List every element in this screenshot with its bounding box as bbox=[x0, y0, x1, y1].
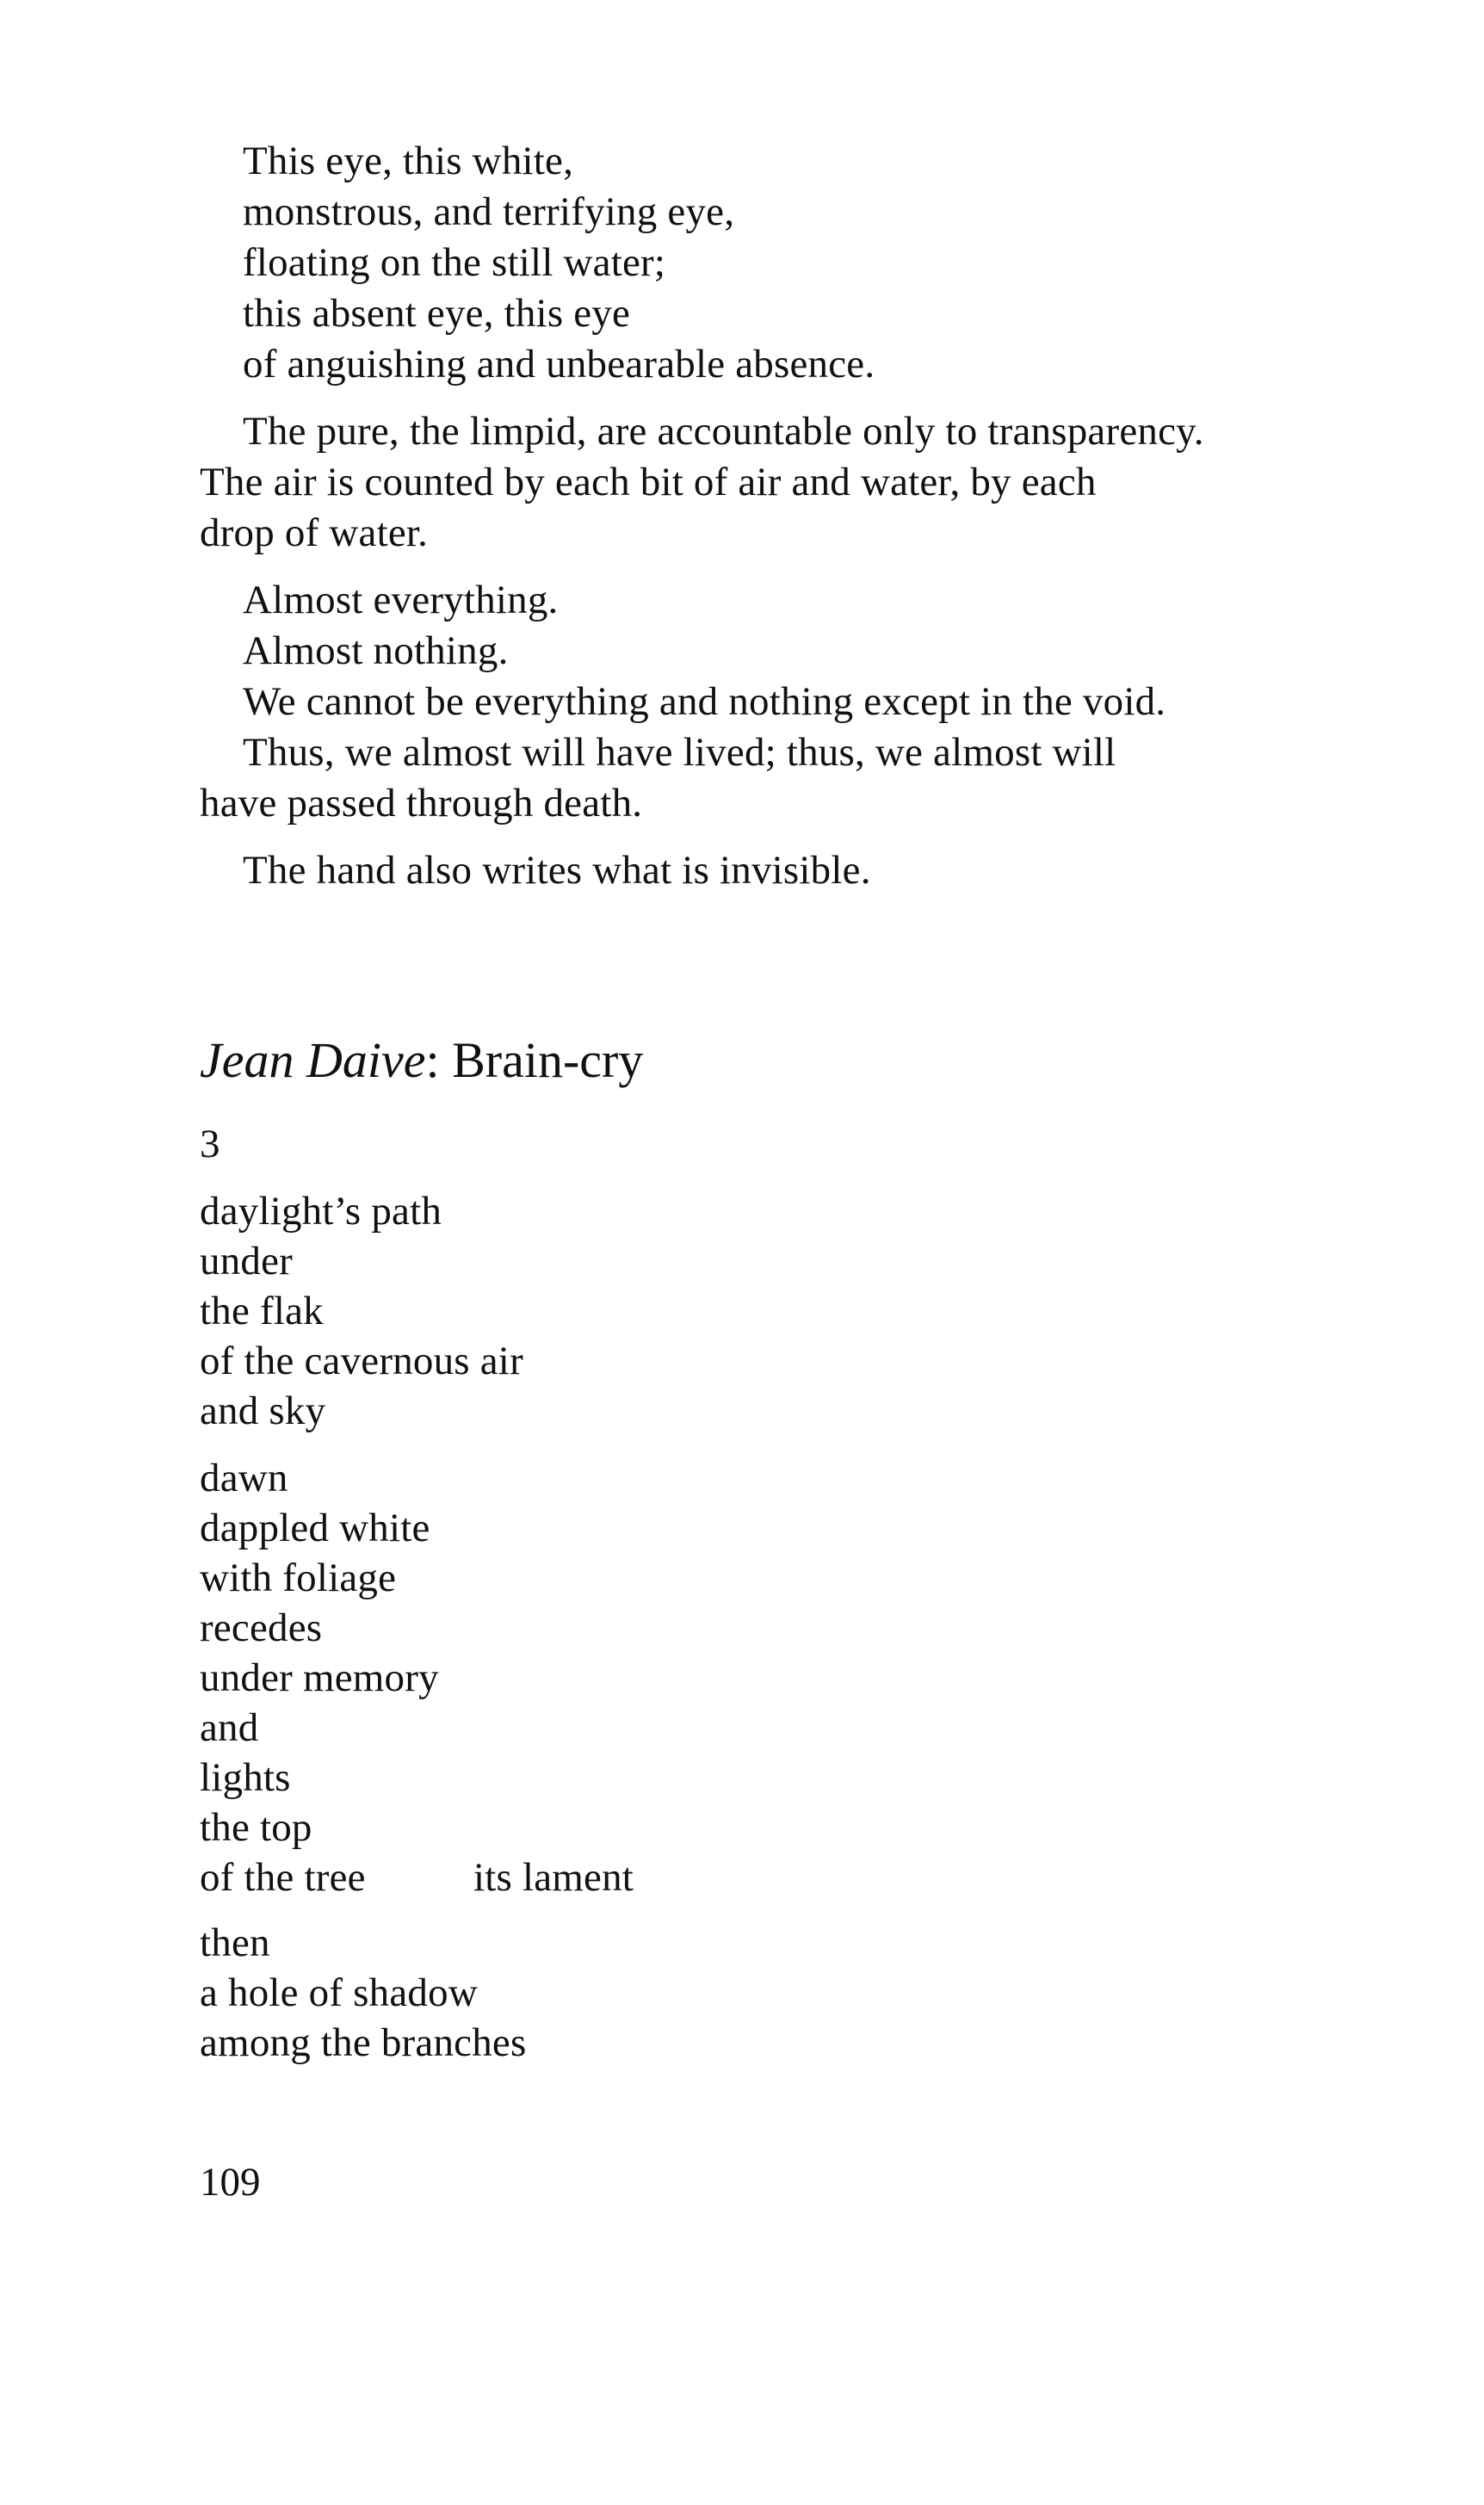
poem-number: 3 bbox=[200, 1122, 220, 1166]
section-title bbox=[200, 1030, 643, 1092]
poem-line: dawn bbox=[200, 1456, 288, 1500]
poem-line: Almost nothing. bbox=[243, 628, 509, 673]
poem-line: the flak bbox=[200, 1289, 324, 1333]
poem-line: We cannot be everything and nothing except in the void. bbox=[243, 679, 1166, 724]
prose-line: drop of water. bbox=[200, 510, 429, 555]
poem-line: dappled white bbox=[200, 1506, 430, 1550]
poem-line: Almost everything. bbox=[243, 578, 559, 622]
poem-title: Brain-cry bbox=[452, 1032, 644, 1088]
poem-line: lights bbox=[200, 1755, 291, 1800]
poem-line: monstrous, and terrifying eye, bbox=[243, 189, 735, 234]
poem-line: and sky bbox=[200, 1389, 326, 1433]
poem-line: the top bbox=[200, 1805, 312, 1850]
poem-line: of anguishing and unbearable absence. bbox=[243, 342, 875, 387]
poem-line-aside: its lament bbox=[473, 1855, 634, 1900]
prose-line: Thus, we almost will have lived; thus, we almost will bbox=[243, 730, 1116, 775]
poem-line: recedes bbox=[200, 1605, 323, 1650]
poem-line: of the tree bbox=[200, 1855, 366, 1900]
poem-line: floating on the still water; bbox=[243, 240, 666, 285]
poem-line: under memory bbox=[200, 1655, 439, 1700]
prose-line: The pure, the limpid, are accountable only to transparency. bbox=[243, 409, 1204, 454]
poem-line: a hole of shadow bbox=[200, 1970, 478, 2015]
poem-line: then bbox=[200, 1920, 270, 1965]
prose-line: The hand also writes what is invisible. bbox=[243, 848, 871, 893]
poem-line: with foliage bbox=[200, 1556, 397, 1600]
title-separator: : bbox=[425, 1032, 440, 1088]
prose-line: have passed through death. bbox=[200, 781, 643, 826]
poem-line: among the branches bbox=[200, 2020, 527, 2065]
poem-line: This eye, this white, bbox=[243, 139, 574, 183]
poem-line: under bbox=[200, 1239, 294, 1283]
author-name: Jean Daive bbox=[200, 1032, 426, 1088]
poem-line: and bbox=[200, 1705, 259, 1750]
poem-line: daylight’s path bbox=[200, 1189, 442, 1234]
poem-line: this absent eye, this eye bbox=[243, 291, 631, 336]
page-number: 109 bbox=[200, 2160, 261, 2205]
poem-line: of the cavernous air bbox=[200, 1339, 523, 1383]
prose-line: The air is counted by each bit of air and water, by each bbox=[200, 460, 1097, 504]
